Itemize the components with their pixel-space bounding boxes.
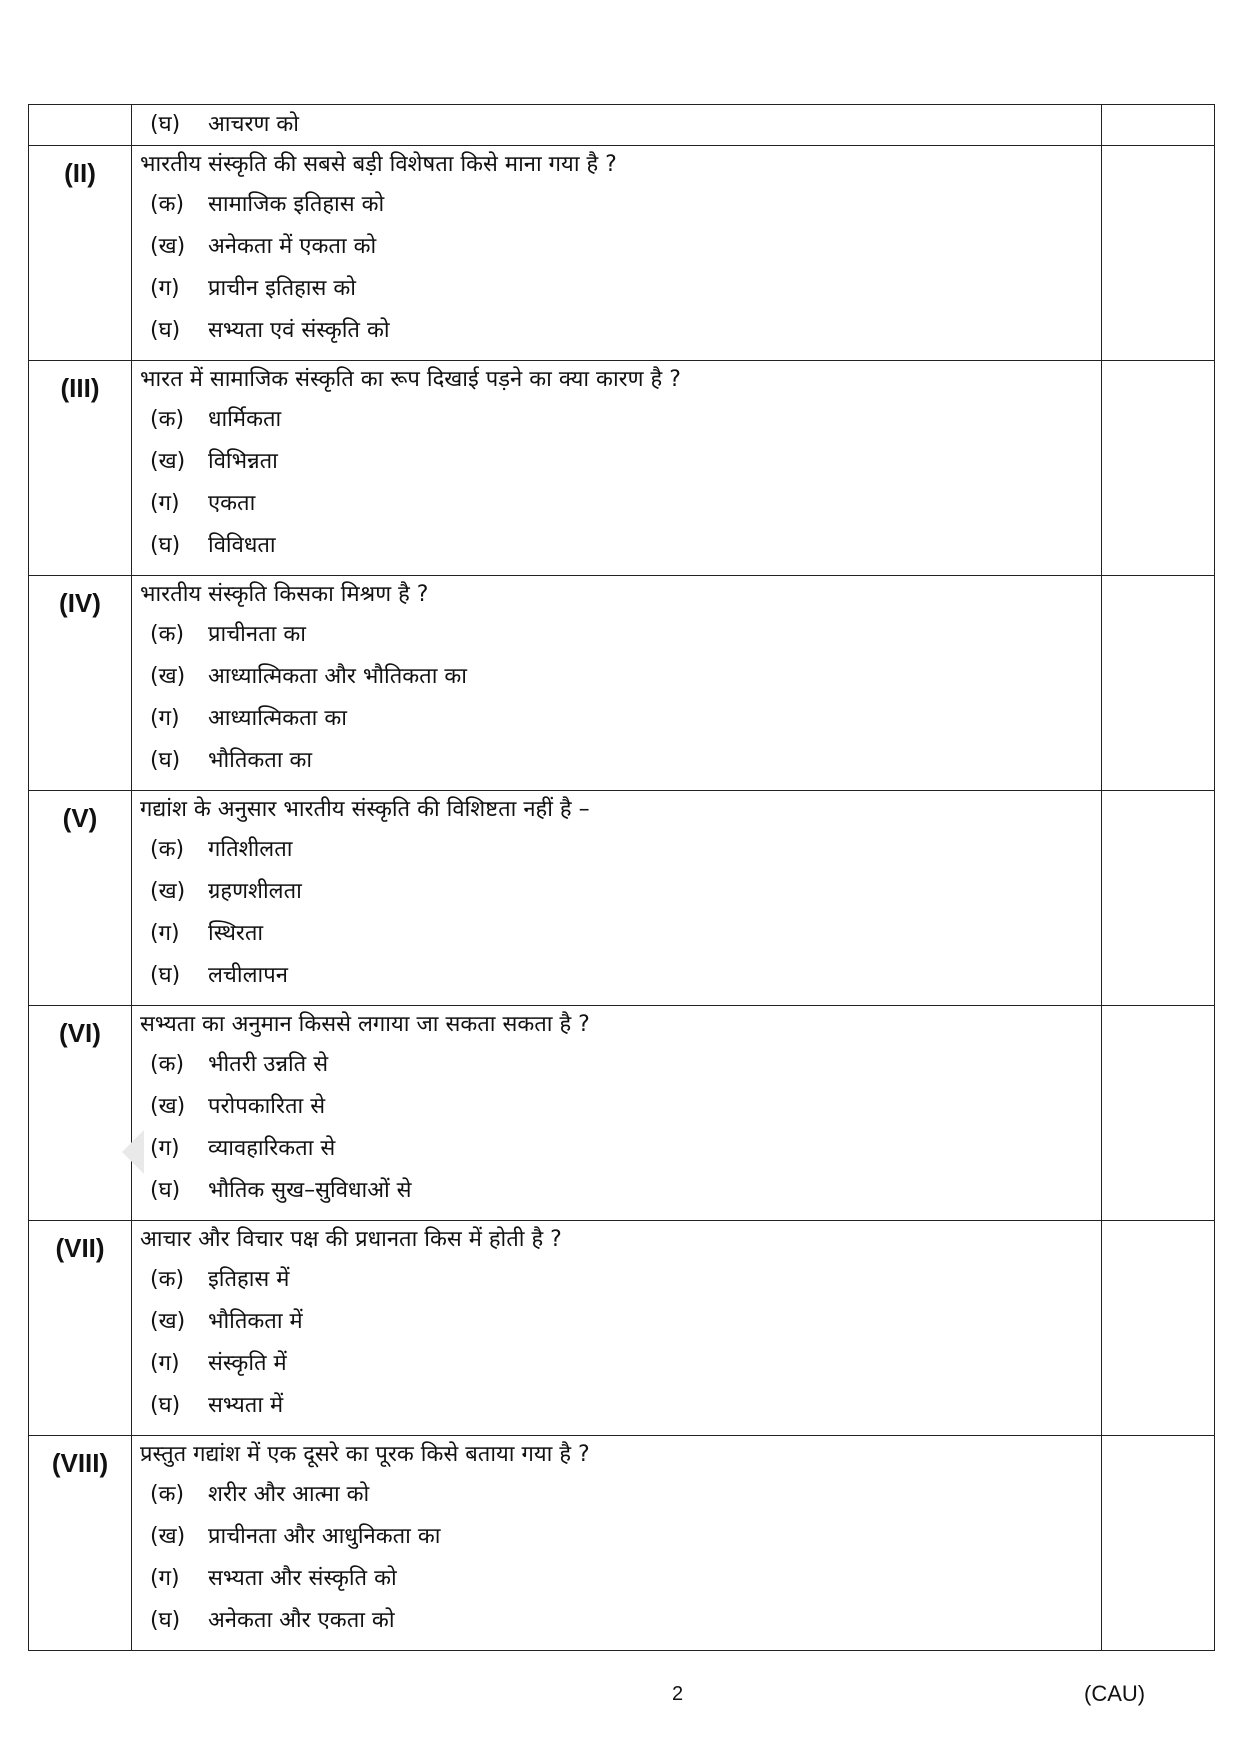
marks-cell <box>1102 361 1215 576</box>
option-label: (ग) <box>150 1566 180 1591</box>
question-text: सभ्यता का अनुमान किससे लगाया जा सकता सकता है ? <box>140 1012 590 1037</box>
marks-cell <box>1102 1006 1215 1221</box>
option-item <box>140 1343 1093 1385</box>
question-cell <box>132 1006 1102 1221</box>
question-row <box>29 576 1215 791</box>
option-text: अनेकता और एकता को <box>208 1608 395 1633</box>
option-item <box>140 740 1093 782</box>
option-item <box>140 399 1093 441</box>
marks-cell <box>1102 105 1215 146</box>
question-number: (VIII) <box>29 1436 132 1651</box>
marks-cell <box>1102 146 1215 361</box>
question-cell <box>132 361 1102 576</box>
option-label: (ग) <box>150 706 180 731</box>
option-item <box>140 107 1093 143</box>
option-label: (क) <box>150 1267 185 1292</box>
option-label: (ख) <box>150 664 186 689</box>
option-text: व्यावहारिकता से <box>208 1136 336 1161</box>
option-label: (क) <box>150 1482 185 1507</box>
option-label: (क) <box>150 407 185 432</box>
option-item <box>140 1600 1093 1642</box>
marks-cell <box>1102 576 1215 791</box>
option-label: (घ) <box>150 318 181 343</box>
option-text: अनेकता में एकता को <box>208 234 377 259</box>
option-item <box>140 871 1093 913</box>
option-text: एकता <box>208 491 256 516</box>
option-text: सभ्यता में <box>208 1393 284 1418</box>
option-text: प्राचीन इतिहास को <box>208 276 356 301</box>
option-item <box>140 1259 1093 1301</box>
option-label: (ख) <box>150 1309 186 1334</box>
question-row <box>29 105 1215 146</box>
option-item <box>140 310 1093 352</box>
question-text: प्रस्तुत गद्यांश में एक दूसरे का पूरक किसे बताया गया है ? <box>140 1442 590 1467</box>
question-number <box>29 105 132 146</box>
option-label: (क) <box>150 622 185 647</box>
option-item <box>140 441 1093 483</box>
question-row <box>29 791 1215 1006</box>
option-text: ग्रहणशीलता <box>208 879 302 904</box>
option-text: गतिशीलता <box>208 837 293 862</box>
option-label: (ख) <box>150 1524 186 1549</box>
question-cell <box>132 1436 1102 1651</box>
option-label: (घ) <box>150 963 181 988</box>
option-label: (ग) <box>150 276 180 301</box>
watermark-arrow-icon <box>122 1130 144 1174</box>
option-item <box>140 614 1093 656</box>
option-label: (ग) <box>150 491 180 516</box>
question-row <box>29 361 1215 576</box>
option-item <box>140 1086 1093 1128</box>
option-text: लचीलापन <box>208 963 288 988</box>
option-text: आध्यात्मिकता का <box>208 706 347 731</box>
option-item <box>140 913 1093 955</box>
option-label: (घ) <box>150 1393 181 1418</box>
option-text: शरीर और आत्मा को <box>208 1482 370 1507</box>
option-text: सामाजिक इतिहास को <box>208 192 385 217</box>
question-number: (III) <box>29 361 132 576</box>
question-cell <box>132 576 1102 791</box>
option-label: (ख) <box>150 1094 186 1119</box>
option-text: भौतिक सुख–सुविधाओं से <box>208 1178 412 1203</box>
question-row <box>29 1436 1215 1651</box>
question-table-body <box>29 105 1215 1651</box>
option-text: प्राचीनता और आधुनिकता का <box>208 1524 441 1549</box>
question-cell <box>132 146 1102 361</box>
option-item <box>140 1516 1093 1558</box>
option-label: (घ) <box>150 112 181 137</box>
page-number: 2 <box>672 1683 684 1705</box>
question-text: भारतीय संस्कृति किसका मिश्रण है ? <box>140 582 429 607</box>
question-number: (IV) <box>29 576 132 791</box>
question-number: (II) <box>29 146 132 361</box>
question-table <box>28 104 1215 1651</box>
option-text: प्राचीनता का <box>208 622 306 647</box>
option-item <box>140 226 1093 268</box>
option-item <box>140 698 1093 740</box>
paper-code: (CAU) <box>1084 1681 1146 1706</box>
option-text: परोपकारिता से <box>208 1094 326 1119</box>
option-item <box>140 1474 1093 1516</box>
option-text: धार्मिकता <box>208 407 282 432</box>
option-item <box>140 525 1093 567</box>
question-row <box>29 1006 1215 1221</box>
option-text: इतिहास में <box>208 1267 290 1292</box>
question-number: (VI) <box>29 1006 132 1221</box>
question-cell <box>132 791 1102 1006</box>
option-label: (घ) <box>150 1178 181 1203</box>
option-text: आचरण को <box>208 112 299 137</box>
option-label: (ख) <box>150 234 186 259</box>
option-text: संस्कृति में <box>208 1351 287 1376</box>
question-row <box>29 146 1215 361</box>
option-item <box>140 656 1093 698</box>
option-item <box>140 1558 1093 1600</box>
option-text: विभिन्नता <box>208 449 278 474</box>
option-item <box>140 1385 1093 1427</box>
option-label: (ग) <box>150 1136 180 1161</box>
option-text: भौतिकता में <box>208 1309 303 1334</box>
option-label: (घ) <box>150 1608 181 1633</box>
option-label: (क) <box>150 1052 185 1077</box>
option-label: (क) <box>150 192 185 217</box>
question-row <box>29 1221 1215 1436</box>
option-text: भीतरी उन्नति से <box>208 1052 329 1077</box>
marks-cell <box>1102 1436 1215 1651</box>
option-item <box>140 1301 1093 1343</box>
option-item <box>140 1128 1093 1170</box>
option-label: (घ) <box>150 533 181 558</box>
marks-cell <box>1102 791 1215 1006</box>
marks-cell <box>1102 1221 1215 1436</box>
option-label: (क) <box>150 837 185 862</box>
question-text: भारत में सामाजिक संस्कृति का रूप दिखाई पड़ने का क्या कारण है ? <box>140 367 681 392</box>
option-text: सभ्यता और संस्कृति को <box>208 1566 397 1591</box>
question-cell <box>132 1221 1102 1436</box>
option-item <box>140 955 1093 997</box>
option-item <box>140 483 1093 525</box>
option-label: (ख) <box>150 879 186 904</box>
option-label: (घ) <box>150 748 181 773</box>
option-item <box>140 829 1093 871</box>
question-number: (VII) <box>29 1221 132 1436</box>
option-text: आध्यात्मिकता और भौतिकता का <box>208 664 467 689</box>
option-item <box>140 1044 1093 1086</box>
option-text: भौतिकता का <box>208 748 313 773</box>
option-text: स्थिरता <box>208 921 264 946</box>
question-text: आचार और विचार पक्ष की प्रधानता किस में होती है ? <box>140 1227 562 1252</box>
option-label: (ग) <box>150 921 180 946</box>
option-text: विविधता <box>208 533 276 558</box>
option-text: सभ्यता एवं संस्कृति को <box>208 318 390 343</box>
option-label: (ग) <box>150 1351 180 1376</box>
option-item <box>140 268 1093 310</box>
question-number: (V) <box>29 791 132 1006</box>
option-item <box>140 1170 1093 1212</box>
question-text: भारतीय संस्कृति की सबसे बड़ी विशेषता किसे माना गया है ? <box>140 152 617 177</box>
option-item <box>140 184 1093 226</box>
question-text: गद्यांश के अनुसार भारतीय संस्कृति की विशिष्टता नहीं है – <box>140 797 590 822</box>
option-label: (ख) <box>150 449 186 474</box>
question-cell <box>132 105 1102 146</box>
